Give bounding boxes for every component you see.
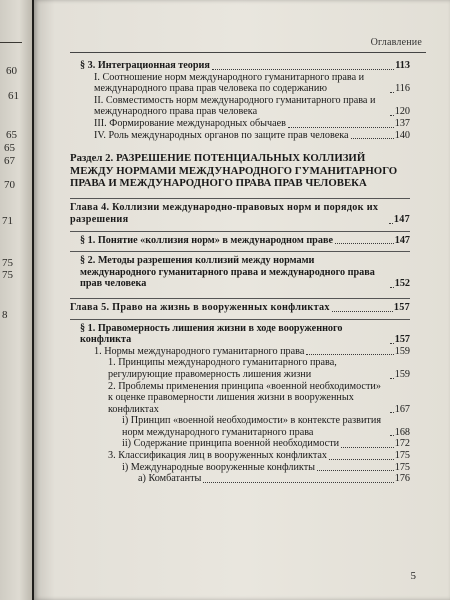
toc-entry: 1. Нормы международного гуманитарного права 159 — [94, 345, 410, 357]
toc-section-heading: Раздел 2. РАЗРЕШЕНИЕ ПОТЕНЦИАЛЬНЫХ КОЛЛИЗИЙ МЕЖДУ НОРМАМИ МЕЖДУНАРОДНОГО ГУМАНИТАРНОГО ПРАВА И МЕЖДУНАРОДНОГО ПРАВА ПРАВ ЧЕЛОВЕКА — [70, 152, 398, 189]
left-page-number: 67 — [4, 155, 15, 167]
toc-entry: 3. Классификация лиц в вооруженных конфликтах 175 — [108, 450, 410, 462]
toc-entry: 2. Проблемы применения принципа «военной необходимости» к оценке правомерности лишения жизни в вооруженных конфликтах 167 — [108, 380, 410, 415]
toc-entry: § 1. Понятие «коллизия норм» в международном праве 147 — [80, 234, 410, 246]
left-page-number: 71 — [2, 215, 13, 227]
toc-divider — [70, 319, 410, 320]
toc-entry: i) Международные вооруженные конфликты 175 — [122, 461, 410, 473]
left-page-number: 70 — [4, 179, 15, 191]
left-header-rule — [0, 42, 22, 43]
left-page-number: 60 — [6, 65, 17, 77]
left-page-number: 75 — [2, 269, 13, 281]
toc-entry: 1. Принципы международного гуманитарного права, регулирующие правомерность лишения жизни 159 — [108, 357, 410, 380]
book-page — [34, 0, 450, 600]
toc-entry: II. Совместимость норм международного гуманитарного права и международного права прав человека 120 — [94, 94, 410, 118]
toc-entry: § 2. Методы разрешения коллизий между нормами международного гуманитарного права и международного права прав человека 152 — [80, 255, 410, 290]
table-of-contents — [70, 60, 410, 485]
toc-entry: I. Соотношение норм международного гуманитарного права и международного права прав человека по содержанию 116 — [94, 71, 410, 95]
toc-entry: III. Формирование международных обычаев 137 — [94, 117, 410, 129]
left-page-number: 65 — [6, 129, 17, 141]
toc-entry: § 1. Правомерность лишения жизни в ходе вооруженного конфликта 157 — [80, 322, 410, 346]
toc-divider — [70, 198, 410, 199]
toc-entry: § 3. Интеграционная теория 113 — [80, 60, 410, 71]
left-page-number: 8 — [2, 309, 8, 321]
toc-entry: ii) Содержание принципа военной необходимости 172 — [122, 438, 410, 450]
running-head: Оглавление — [370, 37, 422, 48]
left-page-number: 65 — [4, 142, 15, 154]
left-page-number: 75 — [2, 257, 13, 269]
page-number: 5 — [410, 570, 416, 582]
toc-divider — [70, 298, 410, 299]
toc-entry: IV. Роль международных органов по защите прав человека 140 — [94, 129, 410, 141]
toc-divider — [70, 251, 410, 252]
toc-entry: а) Комбатанты 176 — [138, 473, 410, 485]
toc-divider — [70, 231, 410, 232]
header-rule — [70, 52, 426, 53]
toc-chapter: Глава 4. Коллизии международно-правовых норм и порядок их разрешения 147 — [70, 202, 410, 225]
left-page-fragment — [0, 0, 32, 600]
left-page-number: 61 — [8, 90, 19, 102]
toc-chapter: Глава 5. Право на жизнь в вооруженных конфликтах 157 — [70, 301, 410, 313]
toc-entry: i) Принцип «военной необходимости» в контексте развития норм международного гуманитарного права 168 — [122, 415, 410, 438]
